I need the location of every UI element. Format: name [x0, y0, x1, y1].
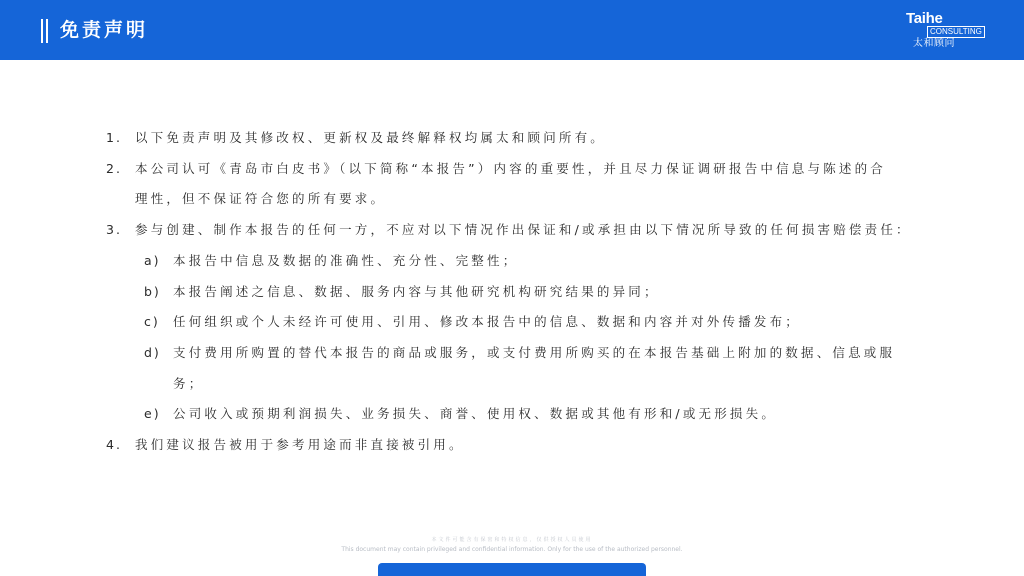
- list-item-text: 以下免责声明及其修改权、更新权及最终解释权均属太和顾问所有。: [135, 130, 607, 145]
- list-item-text: 任何组织或个人未经许可使用、引用、修改本报告中的信息、数据和内容并对外传播发布；: [173, 314, 802, 330]
- page-title: 免责声明: [60, 19, 149, 41]
- list-item-text: 本报告阐述之信息、数据、服务内容与其他研究机构研究结果的异同；: [173, 283, 660, 299]
- list-item-text: 支付费用所购置的替代本报告的商品或服务，或支付费用所购买的在本报告基础上附加的数据、信息或服: [173, 344, 896, 360]
- list-item-text: 本公司认可《青岛市白皮书》（以下简称“本报告”）内容的重要性，并且尽力保证调研报告中信息与陈述的合: [135, 160, 887, 176]
- list-item-text: 参与创建、制作本报告的任何一方，不应对以下情况作出保证和/或承担由以下情况所导致的任何损害赔偿责任：: [135, 222, 912, 238]
- header-bar: [0, 0, 1024, 60]
- list-item-text: 本报告中信息及数据的准确性、充分性、完整性；: [173, 252, 519, 268]
- list-item-text: 务；: [173, 375, 205, 391]
- footer-confidential-cn: 本文件可能含有保密和特权信息，仅供授权人员使用: [431, 537, 593, 543]
- list-item-text: 我们建议报告被用于参考用途而非直接被引用。: [135, 437, 465, 452]
- logo-consulting-tag: CONSULTING: [927, 26, 985, 38]
- logo-chinese-name: 太和顾问: [913, 38, 955, 49]
- list-item-marker: c): [144, 314, 160, 330]
- title-accent-bars: [41, 19, 49, 43]
- list-item-marker: 1.: [106, 130, 122, 145]
- list-item-text: 公司收入或预期利润损失、业务损失、商誉、使用权、数据或其他有形和/或无形损失。: [173, 406, 778, 422]
- footer-confidential-en: This document may contain privileged and confidential information. Only for the use of the authorized personnel.: [341, 546, 683, 553]
- company-logo: [906, 10, 986, 52]
- list-item-marker: e): [144, 406, 161, 422]
- list-item-marker: 4.: [106, 437, 122, 452]
- list-item-marker: d): [144, 344, 161, 360]
- logo-wordmark: Taihe: [906, 10, 943, 27]
- list-item-text: 理性，但不保证符合您的所有要求。: [135, 191, 387, 207]
- list-item-marker: 2.: [106, 160, 122, 176]
- footer-accent-bar: [378, 563, 646, 576]
- list-item-marker: 3.: [106, 222, 122, 238]
- list-item-marker: a): [144, 252, 161, 268]
- list-item-marker: b): [144, 283, 161, 299]
